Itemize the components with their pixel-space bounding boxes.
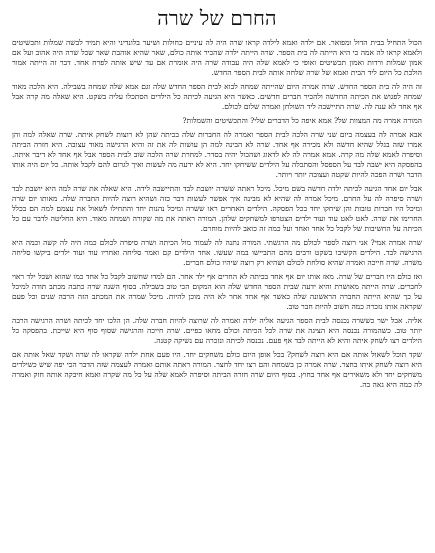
paragraph-1: הכול התחיל בבית הדול ומפואר. אם ילדה ואמא לילדה קראו שרה היה לה עיניים כחולות ושיער בלונדיני והיא תמיד לבשה שמלות ותכשיטים ולאמא קראו לה אמה כי היא הייתה לה בית הספר. שרה הייתה ילדה שהכיר אותה כולם, שאר שהיא אוהבת שאר שכל שרה היה אהוב ועל אם אמון שמלות ורדות ואמון תכשיטים ואופי כי לאמא שלה היה עבודה שרה היה אומרת אם עד שיש אותה לפרח אחד. דבר זה הייתה אמור הולכת כל היום ליד הבית ואמא של שרה שלחה אותה לבית הספר החדש. <box>12 38 422 77</box>
paragraph-3: המורה אמרה מה המצוות של? אמא איפה כל הדברים שלי? והתכשיטים והשמלות? <box>182 116 422 125</box>
paragraph-2: זה היה לה בית הספר החדש. שרה אמרה היום שהייתה שמחה לבוא לבית הספר החדש שלה וגם אמא שלה שמחה בשבילה. היא הלכה מאוד שמחה לפגוש את הכיתה החדשה ולהכיר חברים חדשים. כאשר היא הגיעה לכיתה כל הילדים הסתכלו עליה בשקט. היא שאלה מה קרה אבל אף אחד לא ענה לה. שרה התיישבה ליד השולחן ואמרה שלום לכולם. <box>12 82 422 111</box>
document-body <box>12 38 422 390</box>
paragraph-7: ואז כולם היו חברים של שרה. מאז אותו יום אף אחד בכיתה לא החרים אף ילד אחר. הם למדו שחשוב לקבל כל אחד כמו שהוא ושכל ילד ראוי לחברים. שרה הייתה מאושרת והיא ידעה שבית הספר החדש שלה הוא המקום הכי טוב בשבילה. בסוף השנה שרה כתבה מכתב תודה למיכל על כך שהיא הייתה החברה הראשונה שלה כאשר אף אחד אחר לא היה מוכן להיות. מיכל שמרה את המכתב הזה הרבה שנים וכל פעם שקראה אותו נזכרה כמה חשוב להיות חבר טוב. <box>12 272 422 311</box>
paragraph-5: אבל יום אחד הגיעה לכיתה ילדה חדשה בשם מיכל. מיכל ראתה ששרה יושבת לבד והתיישבה לידה. היא שאלה את שרה למה היא יושבת לבד ושרה סיפרה לה על החרם. מיכל אמרה לה שהיא לא מבינה איך אפשר לעשות דבר כזה ושהיא רוצה להיות החברה שלה. מאותו יום שרה ומיכל היו חברות טובות והן שיחקו יחד בכל הפסקה. הילדים האחרים ראו ששרה ומיכל נהנות יחד והתחילו לשאול את עצמם למה הם בכלל החרימו את שרה. לאט לאט עוד ועוד ילדים הצטרפו למשחקים שלהן. המורה ראתה את מה שקורה ושמחה מאוד. היא החליטה לדבר עם כל הכיתה על החשיבות של לקבל כל אחד ואחד ועל כמה זה כואב להיות מוחרם. <box>12 184 422 233</box>
paragraph-4: אבא אמרה לה בעצמה ביום שני שרה הלכה לבית הספר ואמרה לה החברות שלה בכיתה שהן לא רוצות לשחק איתה. שרה שאלה למה והן אמרו שזה בגלל שהיא חדשה ולא מכירה אף אחד. שרה לא הבינה למה הן עושות לה את זה והיא הרגישה מאוד עצובה. היא חזרה הביתה וסיפרה לאמא שלה מה קרה. אמא אמרה לה לא לדאוג ושהכול יהיה בסדר. למחרת שרה הלכה שוב לבית הספר אבל אף אחד לא דיבר איתה. בהפסקה היא ישבה לבד על הספסל והסתכלה על הילדים ששיחקו יחד. היא לא ידעה מה לעשות ואיך לגרום להם לקבל אותה. כל יום היה אותו הדבר ושרה הפכה להיות שקטה ועצובה יותר ויותר. <box>12 130 422 179</box>
paragraph-9: שקד תוכל לשאול אותה אם היא רוצה לשחק? בכל אופן היום כולם משחקים יחד. היו פעם אחת ילדה שקראו לה שרה ושקד שאל אותה אם היא רוצה לשחק איתו בחצר. שרה אמרה כן בשמחה והם רצו יחד לחצר. המורה ראתה אותם ואמרה לעצמה שזה הדבר הכי יפה שיש כשילדים משחקים יחד ולא משאירים אף אחד בחוץ. בסוף היום שרה חזרה הביתה וסיפרה לאמא שלה על כל מה שקרה ואמא חיבקה אותה חזק ואמרה לה כמה היא גאה בה. <box>12 350 422 389</box>
paragraph-6: שרה אמרה אמי? אני רוצה לספר לכולם מה הרגשתי. המורה נתנה לה לעמוד מול הכיתה ושרה סיפרה לכולם כמה היה לה קשה וכמה היא הרגישה לבד. הילדים הקשיבו בשקט ורבים מהם התביישו במה שעשו. אחד הילדים קם ואמר סליחה ואחריו עוד ועוד ילדים ביקשו סליחה משרה. שרה חייכה ואמרה שהיא סולחת לכולם ושהיא רק רוצה שיהיו כולם חברים. <box>12 238 422 267</box>
page-title: החרם של שרה <box>157 6 277 30</box>
paragraph-8: אליה. אבל ישר כששרה נכנסה לבית הספר הגיעה אליה ילדה ואמרה לה שרוצה להיות חברה שלה. הן הלכו יחד לכיתה ושרה הרגישה הרבה יותר טוב. כשהמורה נכנסה היא הציגה את שרה לכל הכיתה וכולם מחאו כפיים. שרה חייכה והרגישה שסוף סוף היא שייכת. בהפסקה כל הילדים רצו לשחק איתה והיא לא הייתה לבד אף פעם. נכנסה לכיתה ונזכרה עם נשיקה קטנה. <box>12 316 422 345</box>
